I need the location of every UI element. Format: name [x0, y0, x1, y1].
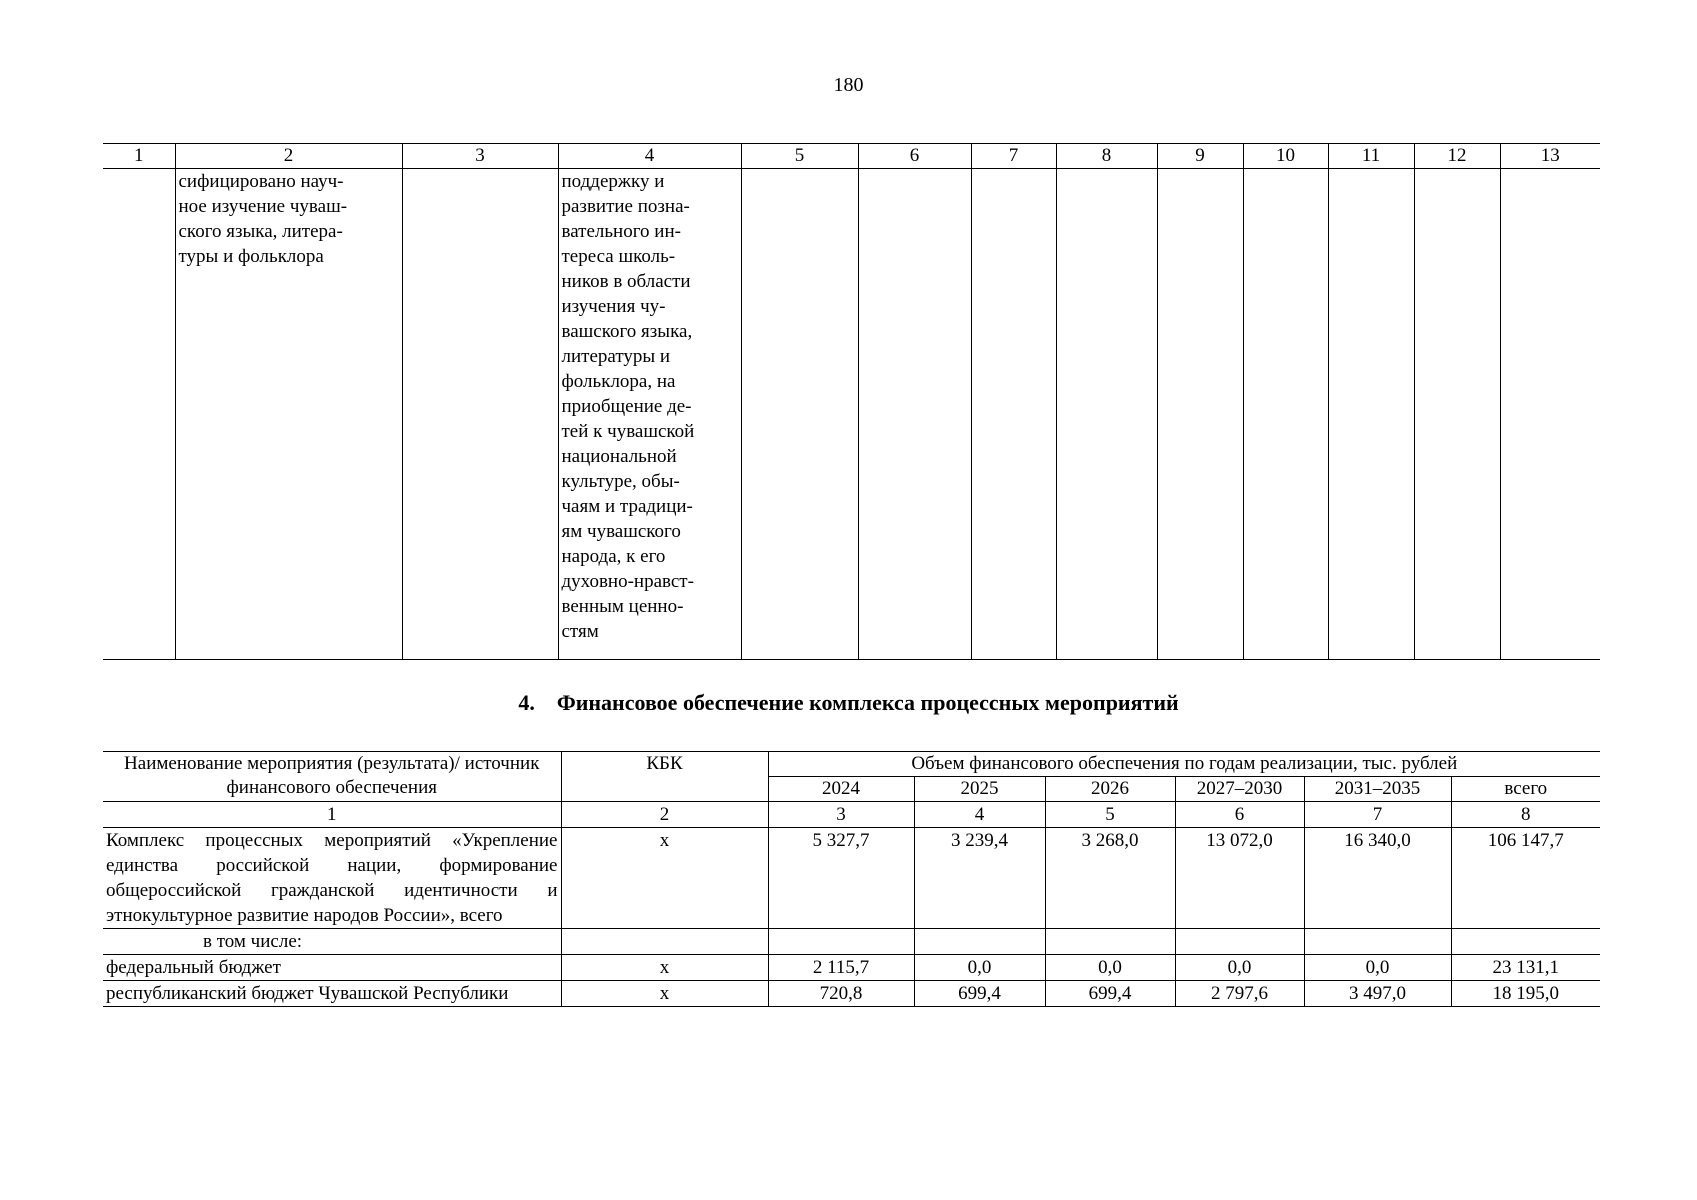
- section-number: 4.: [518, 690, 535, 715]
- year-header: 2027–2030: [1175, 777, 1304, 802]
- col-number: 3: [402, 144, 558, 169]
- text-line: изучения чу-: [561, 296, 666, 317]
- text-line: культуре, обы-: [561, 471, 680, 492]
- col-number: 5: [1045, 802, 1175, 828]
- value-cell: 16 340,0: [1304, 828, 1451, 929]
- value-cell: 3 239,4: [914, 828, 1045, 929]
- name-column-header: Наименование мероприятия (результата)/ источник финансового обеспечения: [103, 752, 561, 802]
- col-number: 11: [1328, 144, 1414, 169]
- text-line: поддержку и: [561, 171, 665, 192]
- value-cell: [768, 929, 914, 955]
- kbk-cell: х: [561, 981, 768, 1007]
- value-cell: 0,0: [1045, 955, 1175, 981]
- year-header: 2025: [914, 777, 1045, 802]
- col-number: 10: [1243, 144, 1328, 169]
- col-number: 7: [971, 144, 1056, 169]
- text-line: тереса школь-: [561, 246, 676, 267]
- year-header: 2031–2035: [1304, 777, 1451, 802]
- col-number: 1: [103, 144, 175, 169]
- text-line: духовно-нравст-: [561, 571, 694, 592]
- text-line: ное изучение чуваш-: [178, 196, 348, 217]
- col-number: 4: [914, 802, 1045, 828]
- table-row: [103, 929, 1600, 955]
- col-number: 9: [1157, 144, 1243, 169]
- text-line: ников в области: [561, 271, 691, 292]
- value-cell: 2 115,7: [768, 955, 914, 981]
- col-number: 5: [741, 144, 858, 169]
- col-number: 3: [768, 802, 914, 828]
- text-line: чаям и традици-: [561, 496, 693, 517]
- col-number: 7: [1304, 802, 1451, 828]
- text-line: стям: [561, 621, 599, 642]
- kbk-cell: х: [561, 828, 768, 929]
- continued-table: [103, 143, 1600, 660]
- value-cell: 0,0: [1304, 955, 1451, 981]
- col-number: 8: [1451, 802, 1600, 828]
- value-cell: [914, 929, 1045, 955]
- text-line: ского языка, литера-: [178, 221, 343, 242]
- year-header: 2024: [768, 777, 914, 802]
- col-number: 12: [1414, 144, 1500, 169]
- text-line: литературы и: [561, 346, 671, 367]
- text-line: туры и фольклора: [178, 246, 324, 267]
- value-cell: [1304, 929, 1451, 955]
- volume-column-header: Объем финансового обеспечения по годам реализации, тыс. рублей: [768, 752, 1600, 777]
- text-line: венным ценно-: [561, 596, 684, 617]
- year-header: 2026: [1045, 777, 1175, 802]
- text-line: вательного ин-: [561, 221, 681, 242]
- value-cell: 3 268,0: [1045, 828, 1175, 929]
- kbk-cell: [561, 929, 768, 955]
- col-number: 1: [103, 802, 561, 828]
- total-header: всего: [1451, 777, 1600, 802]
- kbk-column-header: КБК: [561, 752, 768, 802]
- row-name: в том числе:: [103, 929, 561, 955]
- page-number: 180: [833, 74, 864, 96]
- header-row: [103, 752, 1600, 777]
- value-cell: 720,8: [768, 981, 914, 1007]
- text-line: приобщение де-: [561, 396, 692, 417]
- text-line: ям чувашского: [561, 521, 681, 542]
- value-cell: 0,0: [1175, 955, 1304, 981]
- section-title-text: Финансовое обеспечение комплекса процессных мероприятий: [556, 690, 1179, 715]
- col-number: 6: [858, 144, 971, 169]
- value-cell: [1045, 929, 1175, 955]
- value-cell: 699,4: [914, 981, 1045, 1007]
- total-cell: [1451, 929, 1600, 955]
- text-line: тей к чувашской: [561, 421, 695, 442]
- text-line: национальной: [561, 446, 677, 467]
- table-row: [103, 981, 1600, 1007]
- table-row: [103, 955, 1600, 981]
- total-cell: 18 195,0: [1451, 981, 1600, 1007]
- value-cell: 3 497,0: [1304, 981, 1451, 1007]
- table-row: [103, 828, 1600, 929]
- column-number-row: [103, 144, 1600, 169]
- total-cell: 106 147,7: [1451, 828, 1600, 929]
- col-number: 2: [175, 144, 402, 169]
- column-number-row: [103, 802, 1600, 828]
- col-number: 4: [558, 144, 741, 169]
- financing-table: [103, 751, 1600, 1007]
- value-cell: 13 072,0: [1175, 828, 1304, 929]
- kbk-cell: х: [561, 955, 768, 981]
- row-name: федеральный бюджет: [103, 955, 561, 981]
- result-description-cell: [175, 169, 402, 660]
- value-cell: 699,4: [1045, 981, 1175, 1007]
- value-cell: 0,0: [914, 955, 1045, 981]
- total-cell: 23 131,1: [1451, 955, 1600, 981]
- value-cell: 5 327,7: [768, 828, 914, 929]
- section-title: [0, 690, 1697, 716]
- characteristic-cell: [558, 169, 741, 660]
- value-cell: [1175, 929, 1304, 955]
- row-name: Комплекс процессных мероприятий «Укрепление единства российской нации, формирование общероссийской гражданской идентичности и этнокультурное развитие народов России», всего: [103, 828, 561, 929]
- text-line: народа, к его: [561, 546, 666, 567]
- col-number: 6: [1175, 802, 1304, 828]
- text-line: фольклора, на: [561, 371, 676, 392]
- row-name: республиканский бюджет Чувашской Республики: [103, 981, 561, 1007]
- col-number: 13: [1500, 144, 1600, 169]
- table-row: [103, 169, 1600, 660]
- col-number: 8: [1056, 144, 1157, 169]
- text-line: вашского языка,: [561, 321, 693, 342]
- value-cell: 2 797,6: [1175, 981, 1304, 1007]
- text-line: сифицировано науч-: [178, 171, 344, 192]
- col-number: 2: [561, 802, 768, 828]
- text-line: развитие позна-: [561, 196, 690, 217]
